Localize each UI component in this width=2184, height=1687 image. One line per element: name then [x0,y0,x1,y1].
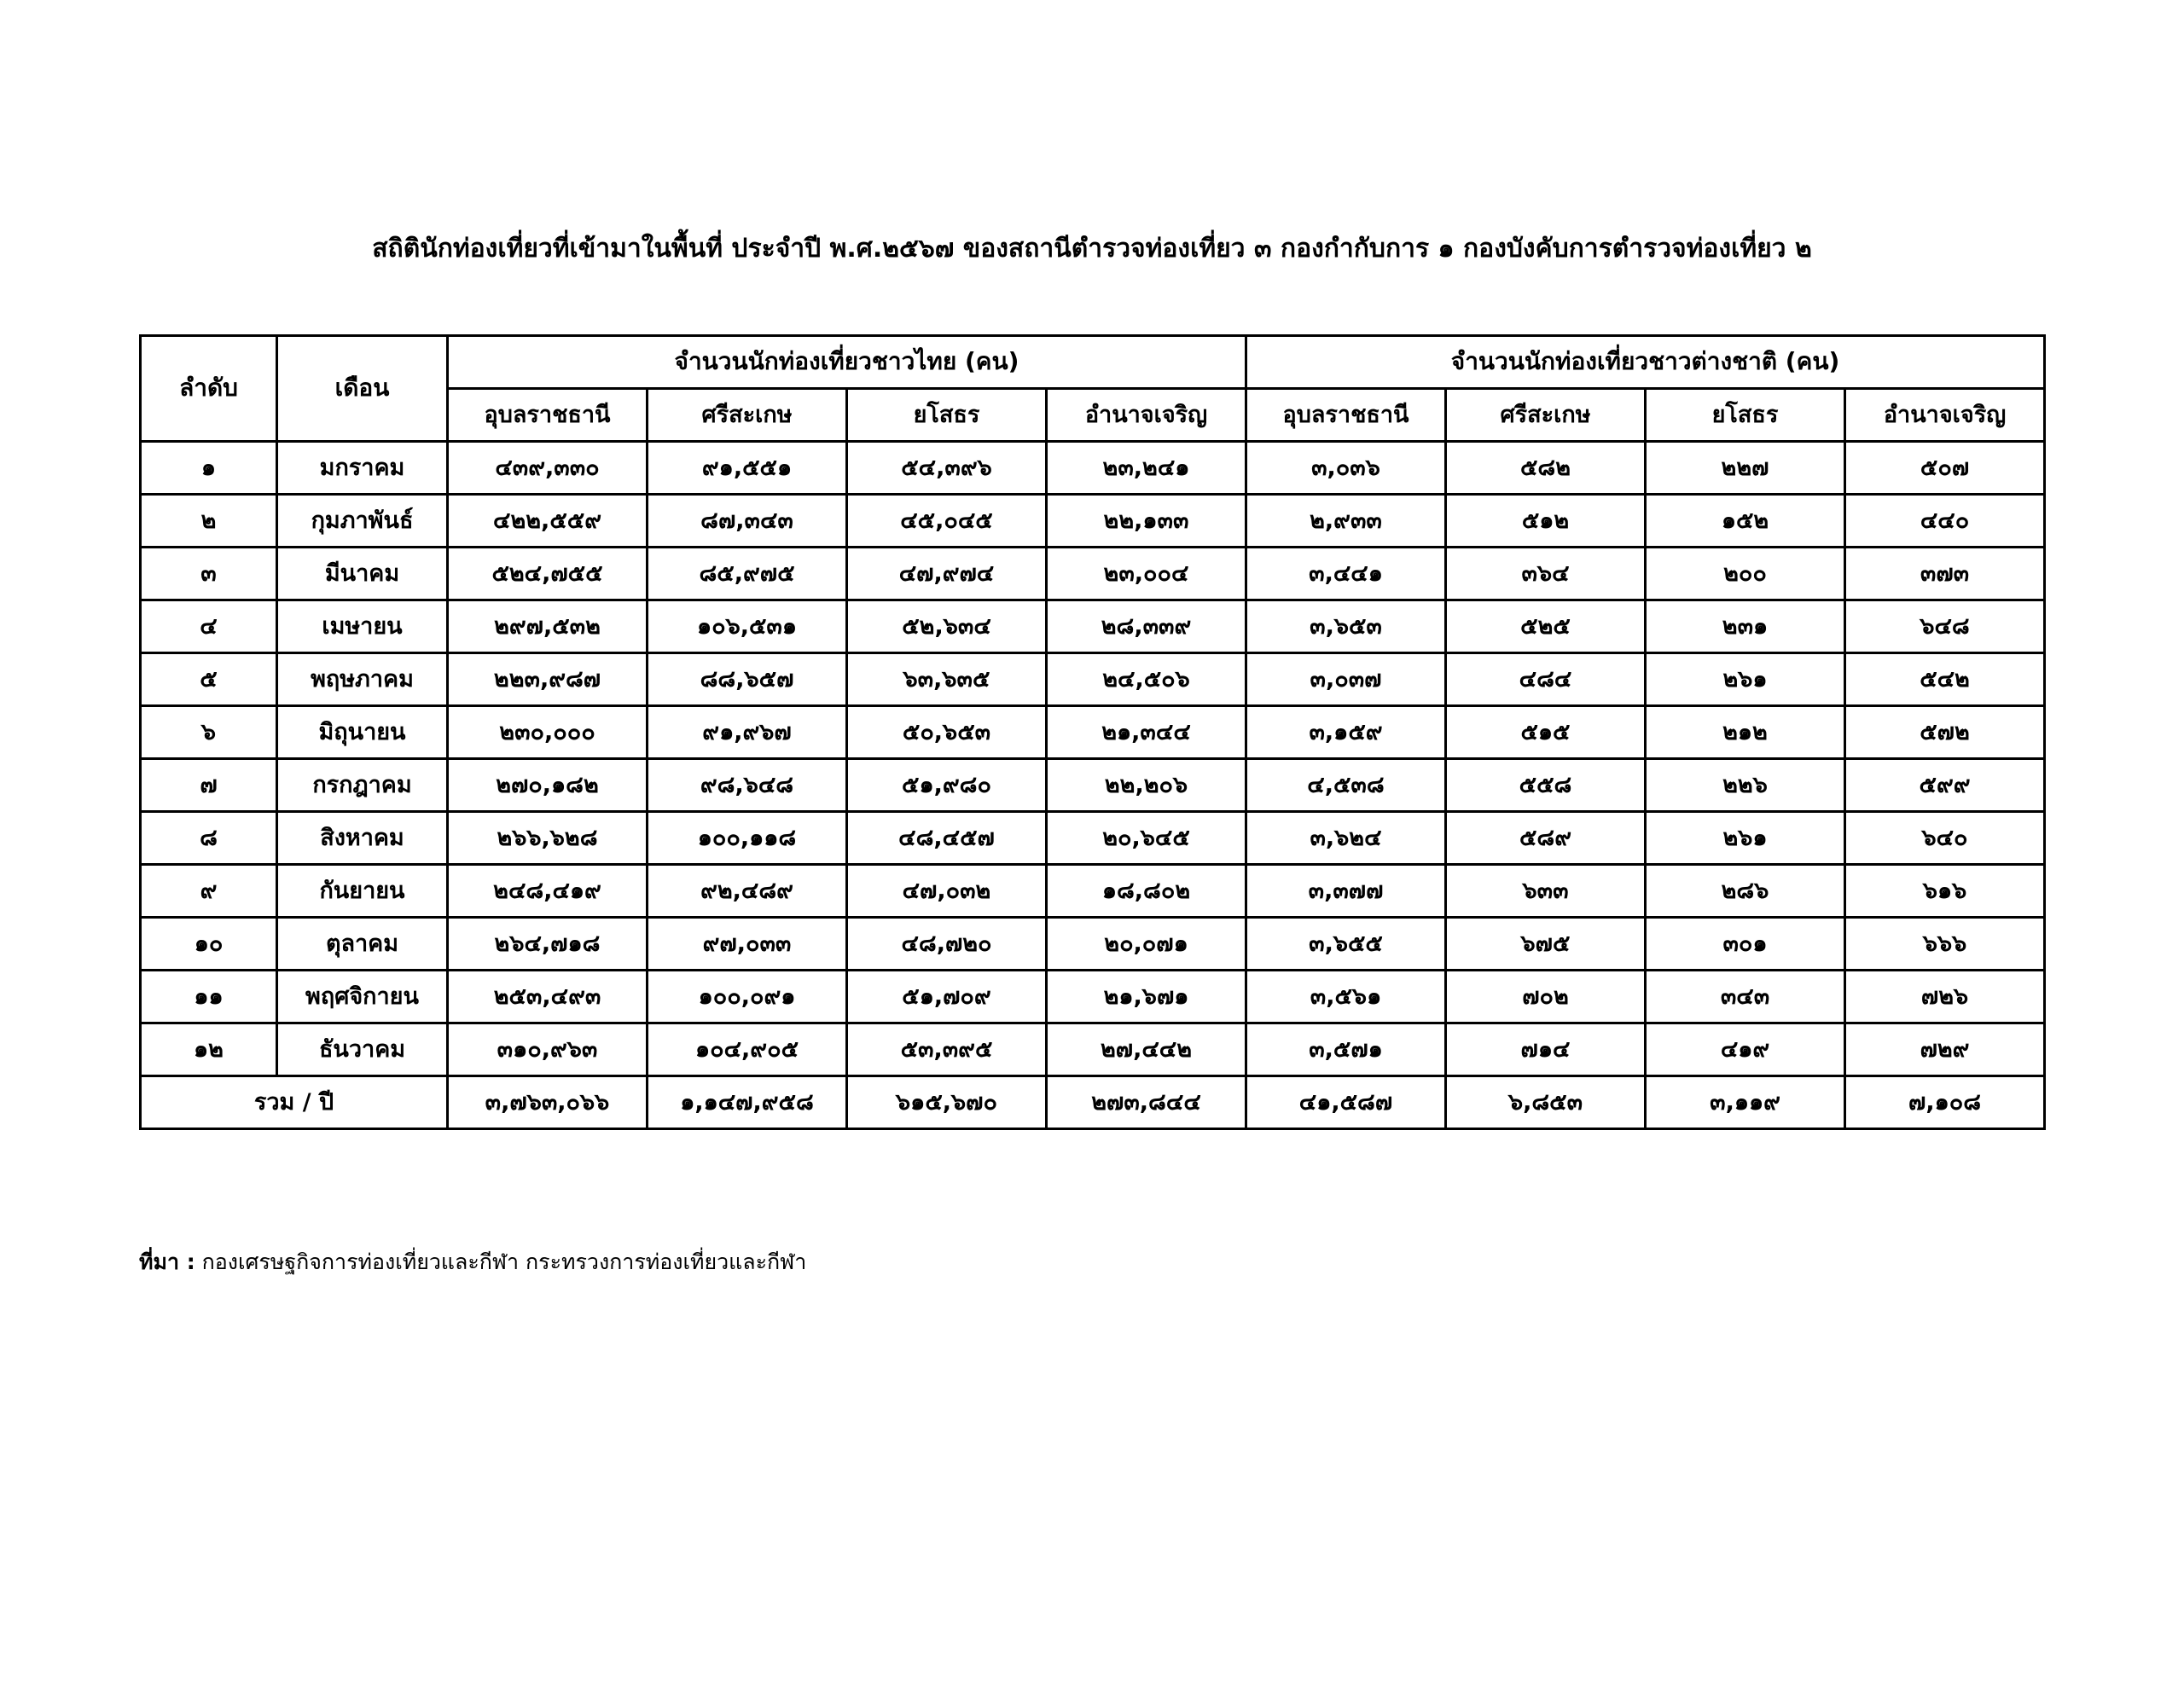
cell-thai-1: ๒๗๐,๑๘๒ [448,759,648,812]
header-thai-province-2: ศรีสะเกษ [648,389,847,442]
cell-foreign-1: ๓,๑๕๙ [1246,706,1446,759]
cell-foreign-1: ๔,๕๓๘ [1246,759,1446,812]
cell-foreign-4: ๕๔๒ [1845,653,2045,706]
cell-foreign-2: ๕๘๒ [1446,442,1646,495]
table-body [141,442,2045,1129]
header-foreign-province-1: อุบลราชธานี [1246,389,1446,442]
cell-foreign-3: ๔๑๙ [1646,1023,1845,1076]
row-month: มกราคม [277,442,448,495]
cell-thai-3: ๕๑,๙๘๐ [847,759,1047,812]
table-total-row [141,1076,2045,1129]
cell-thai-3: ๔๘,๗๒๐ [847,918,1047,971]
cell-thai-3: ๕๒,๖๓๔ [847,600,1047,653]
header-thai-province-1: อุบลราชธานี [448,389,648,442]
cell-thai-4: ๒๑,๖๗๑ [1047,971,1246,1023]
cell-foreign-4: ๖๖๖ [1845,918,2045,971]
cell-foreign-2: ๕๑๕ [1446,706,1646,759]
table-header [141,336,2045,442]
table-row [141,971,2045,1023]
header-foreign-province-4: อำนาจเจริญ [1845,389,2045,442]
cell-thai-3: ๖๓,๖๓๕ [847,653,1047,706]
table-row [141,653,2045,706]
source-text: กองเศรษฐกิจการท่องเที่ยวและกีฬา กระทรวงการท่องเที่ยวและกีฬา [201,1249,807,1274]
header-month: เดือน [277,336,448,442]
table-row [141,495,2045,548]
cell-foreign-4: ๕๙๙ [1845,759,2045,812]
cell-thai-2: ๘๗,๓๔๓ [648,495,847,548]
header-thai-province-4: อำนาจเจริญ [1047,389,1246,442]
cell-foreign-2: ๕๒๕ [1446,600,1646,653]
table-row [141,548,2045,600]
cell-foreign-1: ๒,๙๓๓ [1246,495,1446,548]
row-no: ๑๑ [141,971,277,1023]
cell-foreign-4: ๕๐๗ [1845,442,2045,495]
cell-foreign-1: ๓,๔๔๑ [1246,548,1446,600]
row-month: ธันวาคม [277,1023,448,1076]
row-no: ๕ [141,653,277,706]
source-note [139,1245,806,1279]
cell-thai-1: ๔๒๒,๕๕๙ [448,495,648,548]
row-month: มีนาคม [277,548,448,600]
cell-thai-2: ๘๘,๖๕๗ [648,653,847,706]
cell-foreign-3: ๒๑๒ [1646,706,1845,759]
cell-foreign-4: ๖๔๘ [1845,600,2045,653]
cell-foreign-3: ๓๔๓ [1646,971,1845,1023]
cell-foreign-2: ๕๑๒ [1446,495,1646,548]
cell-thai-2: ๑๐๐,๑๑๘ [648,812,847,865]
cell-foreign-4: ๓๗๓ [1845,548,2045,600]
cell-thai-1: ๒๕๓,๔๙๓ [448,971,648,1023]
table-row [141,1023,2045,1076]
cell-foreign-1: ๓,๕๖๑ [1246,971,1446,1023]
cell-thai-2: ๙๒,๔๘๙ [648,865,847,918]
cell-thai-1: ๒๓๐,๐๐๐ [448,706,648,759]
total-foreign-3: ๓,๑๑๙ [1646,1076,1845,1129]
header-group-foreign: จำนวนนักท่องเที่ยวชาวต่างชาติ (คน) [1246,336,2045,389]
cell-foreign-3: ๒๘๖ [1646,865,1845,918]
cell-thai-4: ๒๐,๖๔๕ [1047,812,1246,865]
cell-thai-4: ๒๓,๐๐๔ [1047,548,1246,600]
cell-thai-1: ๒๖๔,๗๑๘ [448,918,648,971]
row-no: ๒ [141,495,277,548]
cell-thai-3: ๕๐,๖๕๓ [847,706,1047,759]
cell-thai-3: ๕๔,๓๙๖ [847,442,1047,495]
cell-foreign-2: ๕๕๘ [1446,759,1646,812]
page-title: สถิตินักท่องเที่ยวที่เข้ามาในพื้นที่ ประจำปี พ.ศ.๒๕๖๗ ของสถานีตำรวจท่องเที่ยว ๓ กองกำกับการ ๑ กองบังคับการตำรวจท่องเที่ยว ๒ [372,234,1812,264]
row-no: ๔ [141,600,277,653]
row-no: ๗ [141,759,277,812]
table-row [141,812,2045,865]
total-thai-2: ๑,๑๔๗,๙๕๘ [648,1076,847,1129]
cell-thai-2: ๙๘,๖๔๘ [648,759,847,812]
cell-foreign-1: ๓,๖๕๕ [1246,918,1446,971]
cell-thai-2: ๙๑,๕๕๑ [648,442,847,495]
cell-thai-4: ๒๒,๒๐๖ [1047,759,1246,812]
cell-foreign-4: ๕๗๒ [1845,706,2045,759]
cell-foreign-3: ๒๖๑ [1646,653,1845,706]
cell-foreign-4: ๖๔๐ [1845,812,2045,865]
cell-foreign-3: ๒๓๑ [1646,600,1845,653]
total-label: รวม / ปี [141,1076,448,1129]
cell-foreign-3: ๒๐๐ [1646,548,1845,600]
row-no: ๑ [141,442,277,495]
cell-thai-4: ๒๘,๓๓๙ [1047,600,1246,653]
table-row [141,442,2045,495]
cell-thai-3: ๔๘,๔๕๗ [847,812,1047,865]
cell-foreign-1: ๓,๕๗๑ [1246,1023,1446,1076]
row-no: ๘ [141,812,277,865]
row-no: ๙ [141,865,277,918]
cell-thai-1: ๒๒๓,๙๘๗ [448,653,648,706]
table-row [141,759,2045,812]
cell-foreign-2: ๔๘๔ [1446,653,1646,706]
cell-foreign-2: ๗๐๒ [1446,971,1646,1023]
cell-thai-2: ๙๑,๙๖๗ [648,706,847,759]
row-month: ตุลาคม [277,918,448,971]
header-no: ลำดับ [141,336,277,442]
cell-foreign-1: ๓,๓๗๗ [1246,865,1446,918]
cell-thai-3: ๕๓,๓๙๕ [847,1023,1047,1076]
cell-thai-1: ๕๒๔,๗๕๕ [448,548,648,600]
cell-thai-1: ๔๓๙,๓๓๐ [448,442,648,495]
header-group-thai: จำนวนนักท่องเที่ยวชาวไทย (คน) [448,336,1246,389]
cell-foreign-2: ๖๓๓ [1446,865,1646,918]
row-month: กันยายน [277,865,448,918]
total-thai-3: ๖๑๕,๖๗๐ [847,1076,1047,1129]
row-month: พฤศจิกายน [277,971,448,1023]
total-foreign-2: ๖,๘๕๓ [1446,1076,1646,1129]
table-row [141,706,2045,759]
cell-foreign-3: ๒๒๗ [1646,442,1845,495]
source-label: ที่มา : [139,1249,195,1274]
cell-foreign-4: ๗๒๖ [1845,971,2045,1023]
cell-foreign-1: ๓,๐๓๖ [1246,442,1446,495]
cell-foreign-3: ๓๐๑ [1646,918,1845,971]
cell-thai-3: ๕๑,๗๐๙ [847,971,1047,1023]
cell-thai-1: ๒๔๘,๔๑๙ [448,865,648,918]
cell-foreign-3: ๒๒๖ [1646,759,1845,812]
total-foreign-1: ๔๑,๕๘๗ [1246,1076,1446,1129]
row-month: เมษายน [277,600,448,653]
cell-thai-2: ๙๗,๐๓๓ [648,918,847,971]
cell-thai-4: ๒๐,๐๗๑ [1047,918,1246,971]
total-foreign-4: ๗,๑๐๘ [1845,1076,2045,1129]
row-month: กุมภาพันธ์ [277,495,448,548]
cell-thai-2: ๑๐๐,๐๙๑ [648,971,847,1023]
row-month: กรกฎาคม [277,759,448,812]
cell-foreign-3: ๑๕๒ [1646,495,1845,548]
cell-thai-1: ๒๙๗,๕๓๒ [448,600,648,653]
header-foreign-province-2: ศรีสะเกษ [1446,389,1646,442]
table-row [141,865,2045,918]
cell-thai-2: ๑๐๔,๙๐๕ [648,1023,847,1076]
cell-thai-3: ๔๕,๐๔๕ [847,495,1047,548]
cell-thai-4: ๒๗,๔๔๒ [1047,1023,1246,1076]
row-month: สิงหาคม [277,812,448,865]
cell-thai-1: ๓๑๐,๙๖๓ [448,1023,648,1076]
cell-thai-2: ๑๐๖,๕๓๑ [648,600,847,653]
row-no: ๖ [141,706,277,759]
table-row [141,918,2045,971]
cell-foreign-2: ๕๘๙ [1446,812,1646,865]
cell-foreign-2: ๗๑๔ [1446,1023,1646,1076]
row-month: มิถุนายน [277,706,448,759]
cell-thai-2: ๘๕,๙๗๕ [648,548,847,600]
cell-foreign-2: ๓๖๔ [1446,548,1646,600]
cell-thai-3: ๔๗,๙๗๔ [847,548,1047,600]
cell-foreign-1: ๓,๖๕๓ [1246,600,1446,653]
row-no: ๓ [141,548,277,600]
header-thai-province-3: ยโสธร [847,389,1047,442]
cell-thai-4: ๒๔,๕๐๖ [1047,653,1246,706]
total-thai-1: ๓,๗๖๓,๐๖๖ [448,1076,648,1129]
total-thai-4: ๒๗๓,๘๔๔ [1047,1076,1246,1129]
table-row [141,600,2045,653]
cell-foreign-1: ๓,๐๓๗ [1246,653,1446,706]
cell-foreign-1: ๓,๖๒๔ [1246,812,1446,865]
header-foreign-province-3: ยโสธร [1646,389,1845,442]
row-no: ๑๐ [141,918,277,971]
row-month: พฤษภาคม [277,653,448,706]
row-no: ๑๒ [141,1023,277,1076]
cell-foreign-4: ๖๑๖ [1845,865,2045,918]
table-header-row-groups [141,336,2045,389]
cell-foreign-4: ๔๔๐ [1845,495,2045,548]
cell-thai-4: ๒๓,๒๔๑ [1047,442,1246,495]
statistics-table-container [139,334,2044,1130]
cell-thai-3: ๔๗,๐๓๒ [847,865,1047,918]
cell-foreign-2: ๖๗๕ [1446,918,1646,971]
cell-foreign-4: ๗๒๙ [1845,1023,2045,1076]
cell-thai-1: ๒๖๖,๖๒๘ [448,812,648,865]
cell-thai-4: ๑๘,๘๐๒ [1047,865,1246,918]
cell-thai-4: ๒๑,๓๔๔ [1047,706,1246,759]
cell-foreign-3: ๒๖๑ [1646,812,1845,865]
cell-thai-4: ๒๒,๑๓๓ [1047,495,1246,548]
tourist-statistics-table [139,334,2046,1130]
